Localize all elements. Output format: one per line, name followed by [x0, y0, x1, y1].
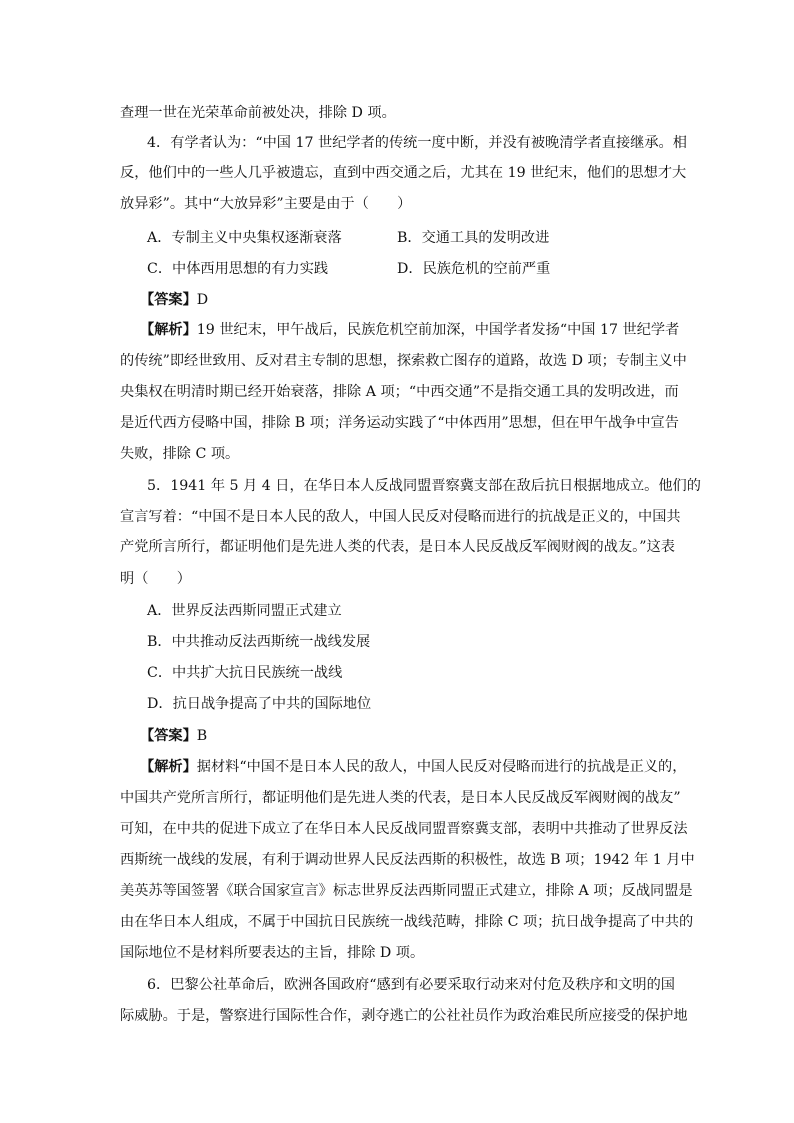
q5-option-d: D．抗日战争提高了中共的国际地位	[147, 696, 372, 712]
q5-analysis-line-4: 西斯统一战线的发展，有利于调动世界人民反法西斯的积极性，故选 B 项；1942 年 1 月中	[120, 852, 695, 868]
analysis-tag: 【解析】	[140, 322, 197, 338]
q5-analysis-line-7: 国际地位不是材料所要表达的主旨，排除 D 项。	[120, 945, 425, 961]
q5-analysis-line-6: 由在华日本人组成，不属于中国抗日民族统一战线范畴，排除 C 项；抗日战争提高了中共的	[120, 914, 694, 930]
q5-answer	[140, 726, 695, 746]
q3-analysis-tail: 查理一世在光荣革命前被处决，排除 D 项。	[120, 105, 396, 121]
q4-option-d: D．民族危机的空前严重	[397, 261, 551, 277]
q4-option-b: B．交通工具的发明改进	[397, 230, 550, 246]
q5-analysis-line-2: 中国共产党所言所行，都证明他们是先进人类的代表，是日本人民反战反军阀财阀的战友”	[120, 790, 681, 806]
answer-value: D	[196, 292, 209, 308]
q5-option-a: A．世界反法西斯同盟正式建立	[147, 603, 342, 619]
analysis-text: 19 世纪末，甲午战后，民族危机空前加深，中国学者发扬“中国 17 世纪学者	[196, 322, 680, 338]
q4-analysis-line-1	[140, 320, 680, 340]
analysis-text: 据材料“中国不是日本人民的敌人，中国人民反对侵略而进行的抗战是正义的，	[196, 759, 687, 775]
q6-stem-line-1: 6．巴黎公社革命后，欧洲各国政府“感到有必要采取行动来对付危及秩序和文明的国	[147, 977, 675, 993]
q5-analysis-line-3: 可知，在中共的促进下成立了在华日本人民反战同盟晋察冀支部，表明中共推动了世界反法	[120, 821, 688, 837]
q5-option-c: C．中共扩大抗日民族统一战线	[147, 665, 343, 681]
q4-analysis-line-5: 失败，排除 C 项。	[120, 446, 240, 462]
q4-analysis-line-3: 央集权在明清时期已经开始衰落，排除 A 项；“中西交通”不是指交通工具的发明改进，而	[120, 384, 679, 400]
q4-stem-line-1: 4．有学者认为：“中国 17 世纪学者的传统一度中断，并没有被晚清学者直接继承。相	[147, 135, 687, 151]
q5-analysis-line-5: 美英苏等国签署《联合国家宣言》标志世界反法西斯同盟正式建立，排除 A 项；反战同盟是	[120, 883, 693, 899]
q4-option-a: A．专制主义中央集权逐渐衰落	[147, 230, 342, 246]
answer-tag: 【答案】	[140, 728, 197, 744]
q4-answer	[140, 290, 695, 310]
analysis-tag: 【解析】	[140, 759, 197, 775]
q5-stem-line-2: 宣言写着：“中国不是日本人民的敌人，中国人民反对侵略而进行的抗战是正义的，中国共	[120, 509, 681, 525]
q4-analysis-line-2: 的传统”即经世致用、反对君主专制的思想，探索救亡图存的道路，故选 D 项；专制主义中	[120, 353, 687, 369]
q4-analysis-line-4: 是近代西方侵略中国，排除 B 项；洋务运动实践了“中体西用”思想，但在甲午战争中宣告	[120, 415, 679, 431]
answer-tag: 【答案】	[140, 292, 197, 308]
q6-stem-line-2: 际威胁。于是，警察进行国际性合作，剥夺逃亡的公社社员作为政治难民所应接受的保护地	[120, 1008, 688, 1024]
q5-stem-line-4: 明（ ）	[120, 571, 191, 587]
q4-stem-line-3: 放异彩”。其中“大放异彩”主要是由于（ ）	[120, 196, 412, 212]
q5-option-b: B．中共推动反法西斯统一战线发展	[147, 634, 371, 650]
q4-option-c: C．中体西用思想的有力实践	[147, 261, 329, 277]
q5-stem-line-1: 5．1941 年 5 月 4 日，在华日本人反战同盟晋察冀支部在敌后抗日根据地成立。他们的	[147, 478, 701, 494]
q5-analysis-line-1	[140, 757, 687, 777]
answer-value: B	[196, 728, 208, 744]
q4-stem-line-2: 反，他们中的一些人几乎被遗忘，直到中西交通之后，尤其在 19 世纪末，他们的思想才大	[120, 165, 687, 181]
q5-stem-line-3: 产党所言所行，都证明他们是先进人类的代表，是日本人民反战反军阀财阀的战友。”这表	[120, 539, 675, 555]
